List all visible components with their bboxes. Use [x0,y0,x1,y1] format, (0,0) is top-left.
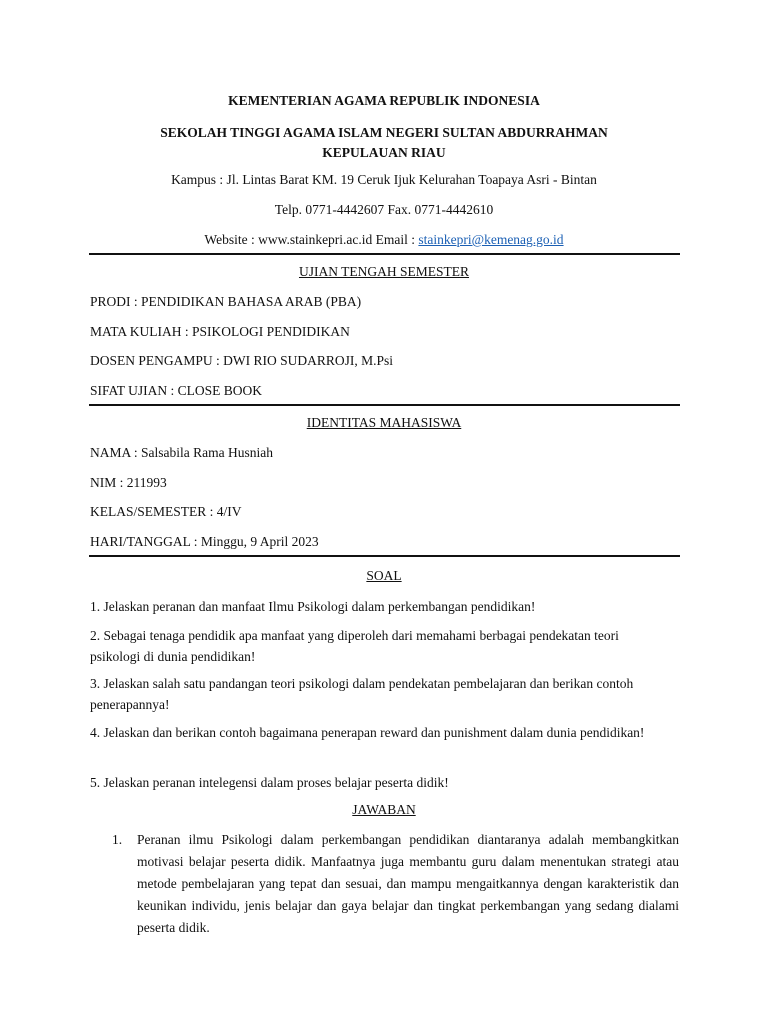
institution-heading: SEKOLAH TINGGI AGAMA ISLAM NEGERI SULTAN ABDURRAHMAN KEPULAUAN RIAU [160,125,608,160]
course-field: MATA KULIAH : PSIKOLOGI PENDIDIKAN [90,324,350,339]
campus-address: Kampus : Jl. Lintas Barat KM. 19 Ceruk Ijuk Kelurahan Toapaya Asri - Bintan [171,172,597,187]
email-link[interactable]: stainkepri@kemenag.go.id [418,232,564,247]
phone-fax: Telp. 0771-4442607 Fax. 0771-4442610 [274,202,494,217]
lecturer-field: DOSEN PENGAMPU : DWI RIO SUDARROJI, M.Psi [90,353,394,368]
exam-nature-field: SIFAT UJIAN : CLOSE BOOK [90,383,263,398]
class-semester-field: KELAS/SEMESTER : 4/IV [90,504,242,519]
exam-date-field: HARI/TANGGAL : Minggu, 9 April 2023 [90,534,319,549]
question-item: 2. Sebagai tenaga pendidik apa manfaat yang diperoleh dari memahami berbagai pendekatan teori psikologi di dunia pendidikan! [90,628,619,664]
website-text: Website : www.stainkepri.ac.id Email : [204,232,419,247]
questions-title: SOAL [366,568,402,583]
question-item: 4. Jelaskan dan berikan contoh bagaimana penerapan reward dan punishment dalam dunia pendidikan! [90,725,645,740]
question-item: 3. Jelaskan salah satu pandangan teori psikologi dalam pendekatan pembelajaran dan berikan contoh penerapannya! [90,676,634,712]
question-item: 5. Jelaskan peranan intelegensi dalam proses belajar peserta didik! [90,775,449,790]
website-email-line [0,232,768,248]
question-item: 1. Jelaskan peranan dan manfaat Ilmu Psikologi dalam perkembangan pendidikan! [90,599,536,614]
exam-title: UJIAN TENGAH SEMESTER [298,264,469,279]
student-name-field: NAMA : Salsabila Rama Husniah [90,445,273,460]
divider [89,404,680,406]
prodi-field: PRODI : PENDIDIKAN BAHASA ARAB (PBA) [90,294,362,309]
divider [89,555,680,557]
student-identity-title: IDENTITAS MAHASISWA [306,415,462,430]
ministry-heading: KEMENTERIAN AGAMA REPUBLIK INDONESIA [228,93,540,108]
answers-title: JAWABAN [352,802,416,817]
answer-text: Peranan ilmu Psikologi dalam perkembangan pendidikan diantaranya adalah membangkitkan motivasi belajar peserta didik. Manfaatnya juga membantu guru dalam menentukan strategi atau metode pembelajaran yang tepat dan sesuai, dan mampu mengaitkannya dengan karakteristik dan keunikan individu, jenis belajar dan gaya belajar dan tingkat perkembangan yang sedang dialami peserta didik. [137,832,679,935]
student-nim-field: NIM : 211993 [90,475,167,490]
divider [89,253,680,255]
answer-number: 1. [112,832,123,847]
